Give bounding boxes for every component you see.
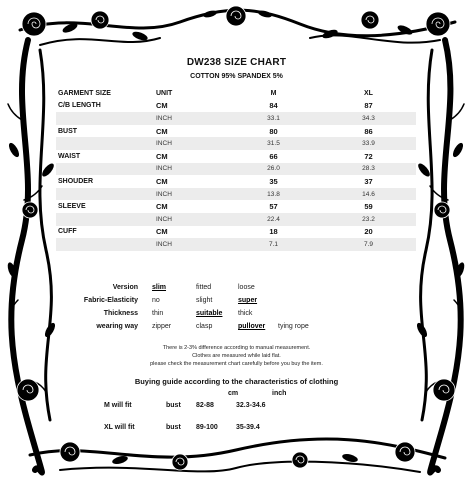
- header-size-m: M: [270, 89, 277, 97]
- row-unit: INCH: [154, 163, 226, 176]
- guide-unit-inch: inch: [272, 390, 287, 397]
- row-label: WAIST: [58, 152, 81, 160]
- table-row: [56, 226, 416, 239]
- attribute-option-selected: pullover: [238, 323, 266, 330]
- row-unit: CM: [156, 101, 168, 111]
- table-row: [56, 163, 416, 176]
- attribute-option: zipper: [152, 323, 172, 330]
- table-row: [56, 112, 416, 125]
- row-label: [56, 188, 154, 201]
- row-unit: INCH: [154, 213, 226, 226]
- note-line: There is 2-3% difference according to manual measurement.: [162, 345, 311, 351]
- row-label: [56, 163, 154, 176]
- row-label: [56, 238, 154, 251]
- value-size-m: 7.1: [226, 238, 321, 251]
- buying-guide-title: Buying guide according to the characteristics of clothing: [134, 377, 339, 386]
- attribute-option-selected: suitable: [196, 310, 223, 317]
- attribute-label: Thickness: [103, 310, 138, 317]
- row-unit: INCH: [154, 137, 226, 150]
- value-size-m: 31.5: [226, 137, 321, 150]
- value-size-xl: 37: [364, 176, 373, 186]
- size-chart-table: [56, 87, 416, 251]
- row-label: [56, 137, 154, 150]
- row-label: BUST: [58, 127, 78, 135]
- value-size-m: 84: [269, 101, 278, 111]
- guide-inch-range: 35-39.4: [236, 424, 260, 431]
- header-size-xl: XL: [364, 89, 373, 97]
- row-unit: CM: [156, 126, 168, 136]
- table-row: [56, 150, 416, 163]
- value-size-xl: 87: [364, 101, 373, 111]
- value-size-m: 66: [269, 151, 278, 161]
- guide-unit-cm: cm: [228, 390, 239, 397]
- value-size-m: 22.4: [226, 213, 321, 226]
- row-label: [56, 213, 154, 226]
- guide-inch-range: 32.3-34.6: [236, 402, 266, 409]
- attribute-option-selected: slim: [152, 284, 167, 291]
- value-size-m: 26.0: [226, 163, 321, 176]
- value-size-xl: 86: [364, 126, 373, 136]
- attribute-option: fitted: [196, 284, 212, 291]
- attribute-label: Version: [112, 284, 138, 291]
- guide-cm-range: 82-88: [196, 402, 214, 409]
- row-unit: CM: [156, 202, 168, 212]
- table-header-row: [56, 87, 416, 100]
- value-size-xl: 72: [364, 151, 373, 161]
- row-unit: CM: [156, 176, 168, 186]
- table-row: [56, 125, 416, 138]
- value-size-m: 35: [269, 176, 278, 186]
- value-size-xl: 33.9: [321, 137, 416, 150]
- value-size-xl: 7.9: [321, 238, 416, 251]
- value-size-m: 18: [269, 227, 278, 237]
- attribute-option: tying rope: [278, 323, 309, 330]
- attribute-option: thin: [152, 310, 164, 317]
- header-garment-size: GARMENT SIZE: [58, 89, 111, 97]
- value-size-xl: 23.2: [321, 213, 416, 226]
- value-size-m: 33.1: [226, 112, 321, 125]
- table-row: [56, 188, 416, 201]
- chart-title: DW238 SIZE CHART: [186, 57, 287, 68]
- value-size-xl: 14.6: [321, 188, 416, 201]
- attribute-option: no: [152, 297, 160, 304]
- row-unit: CM: [156, 227, 168, 237]
- attribute-option: loose: [238, 284, 255, 291]
- value-size-m: 13.8: [226, 188, 321, 201]
- row-unit: INCH: [154, 238, 226, 251]
- table-row: [56, 238, 416, 251]
- note-line: Clothes are measured while laid flat.: [192, 353, 281, 359]
- value-size-xl: 59: [364, 202, 373, 212]
- table-row: [56, 137, 416, 150]
- value-size-xl: 20: [364, 227, 373, 237]
- header-unit: UNIT: [156, 89, 173, 97]
- attribute-option: thick: [238, 310, 253, 317]
- value-size-xl: 34.3: [321, 112, 416, 125]
- attribute-option-selected: super: [238, 297, 258, 304]
- guide-body-part: bust: [166, 424, 181, 431]
- table-row: [56, 200, 416, 213]
- attribute-option: clasp: [196, 323, 213, 330]
- note-line: please check the measurement chart carefully before you buy the item.: [150, 361, 323, 367]
- value-size-m: 57: [269, 202, 278, 212]
- row-label: SLEEVE: [58, 203, 86, 211]
- guide-size: M will fit: [104, 402, 132, 409]
- fabric-composition: COTTON 95% SPANDEX 5%: [190, 73, 283, 80]
- attribute-option: slight: [196, 297, 213, 304]
- row-label: [56, 112, 154, 125]
- attribute-label: Fabric-Elasticity: [83, 297, 138, 304]
- table-row: [56, 100, 416, 113]
- row-label: SHOUDER: [58, 177, 94, 185]
- row-label: C/B LENGTH: [58, 102, 101, 110]
- row-label: CUFF: [58, 228, 77, 236]
- row-unit: INCH: [154, 188, 226, 201]
- guide-size: XL will fit: [104, 424, 135, 431]
- table-row: [56, 213, 416, 226]
- attribute-label: wearing way: [96, 323, 138, 330]
- value-size-m: 80: [269, 126, 278, 136]
- guide-cm-range: 89-100: [196, 424, 218, 431]
- measurement-notes: [0, 344, 473, 368]
- guide-body-part: bust: [166, 402, 181, 409]
- table-row: [56, 175, 416, 188]
- row-unit: INCH: [154, 112, 226, 125]
- row-unit: CM: [156, 151, 168, 161]
- value-size-xl: 28.3: [321, 163, 416, 176]
